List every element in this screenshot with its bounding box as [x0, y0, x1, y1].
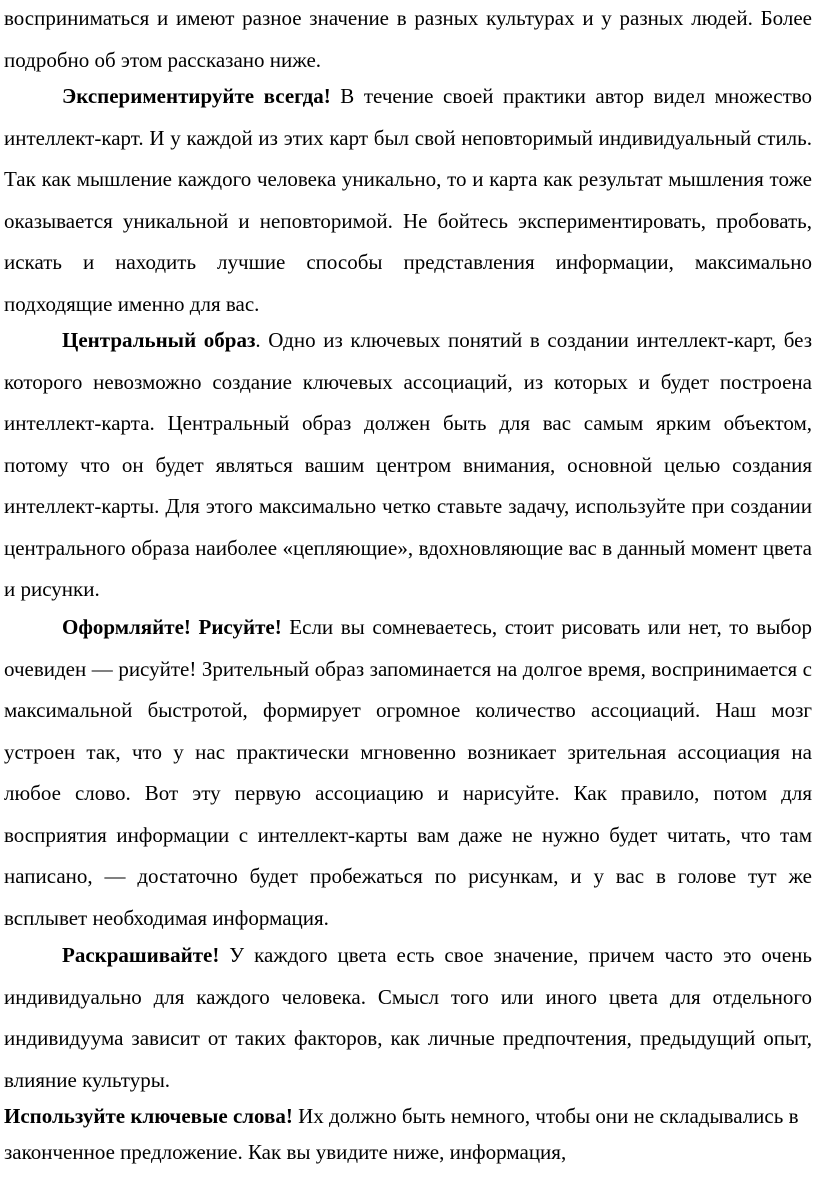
paragraph-text: В течение своей практики автор видел множество интеллект-карт. И у каждой из этих карт был свой неповторимый индивидуальный стиль. Так как мышление каждого человека уникально, то и карта как результат мышления тоже оказывается уникальной и неповторимой. Не бойтесь экспериментировать, пробовать, искать и находить лучшие способы представления информации, максимально подходящие именно для вас. [4, 84, 813, 316]
paragraph-heading: Раскрашивайте! [62, 943, 220, 967]
paragraph-experiment [4, 76, 812, 325]
paragraph-intro-continuation [4, 0, 812, 81]
paragraph-heading: Центральный образ [62, 328, 256, 352]
paragraph-text: У каждого цвета есть свое значение, причем часто это очень индивидуально для каждого человека. Смысл того или иного цвета для отдельного индивидуума зависит от таких факторов, как личные предпочтения, предыдущий опыт, влияние культуры. [4, 943, 812, 1092]
paragraph-heading: Оформляйте! Рисуйте! [62, 615, 282, 639]
paragraph-colorize [4, 935, 812, 1101]
paragraph-text: . Одно из ключевых понятий в создании интеллект-карт, без которого невозможно создание ключевых ассоциаций, из которых и будет построена интеллект-карта. Центральный образ должен быть для вас самым ярким объектом, потому что он будет являться вашим центром внимания, основной целью создания интеллект-карты. Для этого максимально четко ставьте задачу, используйте при создании центрального образа наиболее «цепляющие», вдохновляющие вас в данный момент цвета и рисунки. [4, 328, 812, 601]
paragraph-text: Если вы сомневаетесь, стоит рисовать или нет, то выбор очевиден — рисуйте! Зрительный образ запоминается на долгое время, воспринимается с максимальной быстротой, формирует огромное количество ассоциаций. Наш мозг устроен так, что у нас практически мгновенно возникает зрительная ассоциация на любое слово. Вот эту первую ассоциацию и нарисуйте. Как правило, потом для восприятия информации с интеллект-карты вам даже не нужно будет читать, что там написано, — достаточно будет пробежаться по рисункам, и у вас в голове тут же всплывет необходимая информация. [4, 615, 812, 930]
paragraph-keywords [4, 1098, 812, 1170]
paragraph-heading: Экспериментируйте всегда! [62, 84, 331, 108]
paragraph-central-image [4, 320, 812, 611]
paragraph-draw [4, 607, 812, 939]
paragraph-text: Их должно быть немного, чтобы они не складывались в законченное предложение. Как вы увидите ниже, информация, [4, 1104, 799, 1164]
paragraph-heading: Используйте ключевые слова! [4, 1104, 293, 1128]
paragraph-text: восприниматься и имеют разное значение в разных культурах и у разных людей. Более подробно об этом рассказано ниже. [4, 6, 812, 72]
